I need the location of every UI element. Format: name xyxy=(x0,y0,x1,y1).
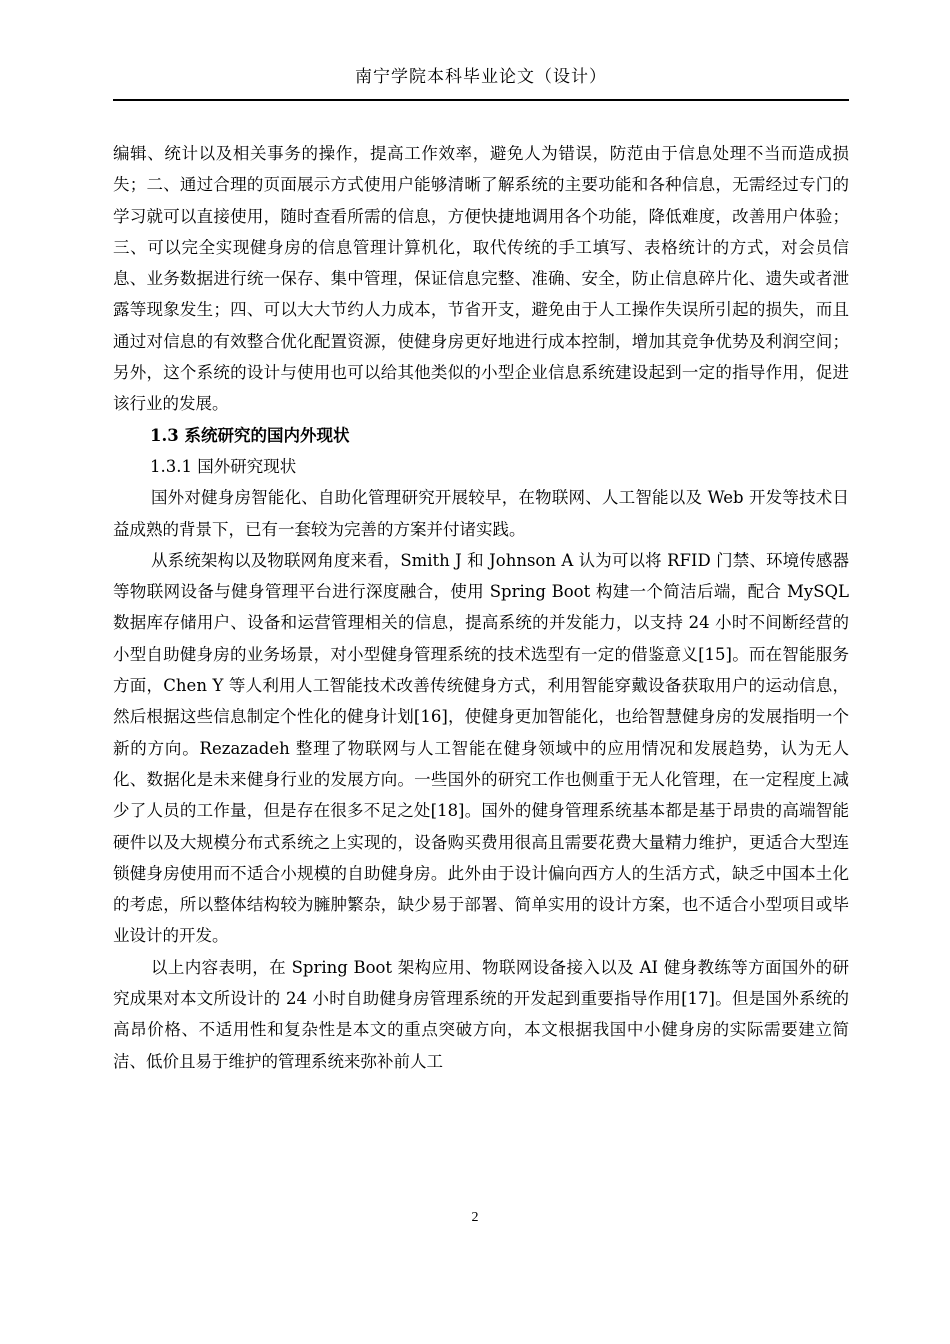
paragraph-research-review: 从系统架构以及物联网角度来看，Smith J 和 Johnson A 认为可以将 RFID 门禁、环境传感器等物联网设备与健身管理平台进行深度融合，使用 Spring Boot 构建一个简洁后端，配合 MySQL 数据库存储用户、设备和运营管理相关的信息，提高系统的并发能力，以支持 24 小时不间断经营的小型自助健身房的业务场景，对小型健身管理系统的技术选型有一定的借鉴意义[15]。而在智能服务方面，Chen Y 等人利用人工智能技术改善传统健身方式，利用智能穿戴设备获取用户的运动信息，然后根据这些信息制定个性化的健身计划[16]，使健身更加智能化，也给智慧健身房的发展指明一个新的方向。Rezazadeh 整理了物联网与人工智能在健身领域中的应用情况和发展趋势，认为无人化、数据化是未来健身行业的发展方向。一些国外的研究工作也侧重于无人化管理，在一定程度上减少了人员的工作量，但是存在很多不足之处[18]。国外的健身管理系统基本都是基于昂贵的高端智能硬件以及大规模分布式系统之上实现的，设备购买费用很高且需要花费大量精力维护，更适合大型连锁健身房使用而不适合小规模的自助健身房。此外由于设计偏向西方人的生活方式，缺乏中国本土化的考虑，所以整体结构较为臃肿繁杂，缺少易于部署、简单实用的设计方案，也不适合小型项目或毕业设计的开发。 xyxy=(113,550,849,946)
section-heading: 1.3 系统研究的国内外现状 xyxy=(150,425,350,445)
running-header: 南宁学院本科毕业论文（设计） xyxy=(355,67,607,87)
paragraph-continuation: 编辑、统计以及相关事务的操作，提高工作效率，避免人为错误，防范由于信息处理不当而造成损失；二、通过合理的页面展示方式使用户能够清晰了解系统的主要功能和各种信息，无需经过专门的学习就可以直接使用，随时查看所需的信息，方便快捷地调用各个功能，降低难度，改善用户体验；三、可以完全实现健身房的信息管理计算机化，取代传统的手工填写、表格统计的方式，对会员信息、业务数据进行统一保存、集中管理，保证信息完整、准确、安全，防止信息碎片化、遗失或者泄露等现象发生；四、可以大大节约人力成本，节省开支，避免由于人工操作失误所引起的损失，而且通过对信息的有效整合优化配置资源，使健身房更好地进行成本控制，增加其竞争优势及利润空间；另外，这个系统的设计与使用也可以给其他类似的小型企业信息系统建设起到一定的指导作用，促进该行业的发展。 xyxy=(113,144,849,414)
header-rule xyxy=(113,99,849,101)
paragraph-summary: 以上内容表明，在 Spring Boot 架构应用、物联网设备接入以及 AI 健身教练等方面国外的研究成果对本文所设计的 24 小时自助健身房管理系统的开发起到重要指导作用[17]。但是国外系统的高昂价格、不适用性和复杂性是本文的重点突破方向，本文根据我国中小健身房的实际需要建立简洁、低价且易于维护的管理系统来弥补前人工 xyxy=(113,957,849,1071)
paragraph-overview: 国外对健身房智能化、自助化管理研究开展较早，在物联网、人工智能以及 Web 开发等技术日益成熟的背景下，已有一套较为完善的方案并付诸实践。 xyxy=(113,488,849,539)
page-number: 2 xyxy=(471,1210,479,1225)
page-body xyxy=(113,138,849,1077)
subsection-heading: 1.3.1 国外研究现状 xyxy=(150,456,297,476)
